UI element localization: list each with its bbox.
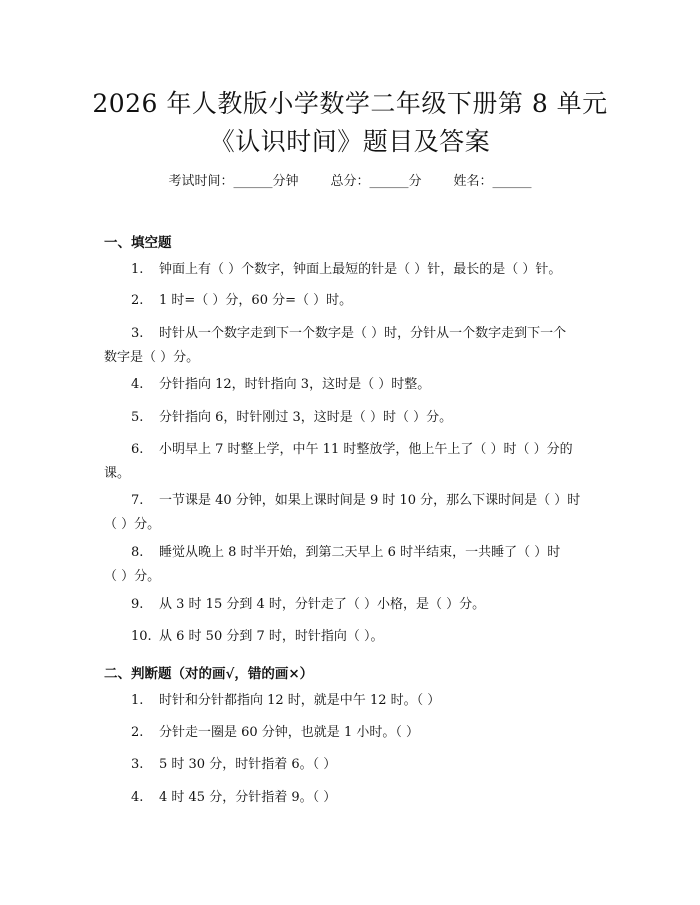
question-item bbox=[104, 593, 592, 617]
question-item bbox=[104, 625, 592, 649]
question-number: 4. bbox=[131, 377, 144, 392]
question-item bbox=[104, 373, 592, 397]
question-text: 4 时 45 分，分针指着 9。（ ） bbox=[159, 790, 337, 805]
question-number: 4. bbox=[131, 790, 144, 805]
document-title-line2: 《认识时间》题目及答案 bbox=[209, 127, 491, 156]
question-text: 时针和分针都指向 12 时，就是中午 12 时。（ ） bbox=[159, 693, 441, 708]
question-item bbox=[104, 438, 592, 486]
question-text: 从 3 时 15 分到 4 时，分针走了（ ）小格，是（ ）分。 bbox=[159, 597, 486, 612]
question-text: 分针走一圈是 60 分钟，也就是 1 小时。（ ） bbox=[159, 725, 419, 740]
section-heading-fill-in: 一、填空题 bbox=[104, 235, 172, 251]
question-item bbox=[104, 258, 592, 282]
question-number: 3. bbox=[131, 326, 144, 341]
question-number: 2. bbox=[131, 725, 144, 740]
question-text: 分针指向 6，时针刚过 3，这时是（ ）时（ ）分。 bbox=[159, 410, 453, 425]
question-item bbox=[104, 289, 592, 313]
question-number: 1. bbox=[131, 262, 144, 277]
question-text-continued: 课。 bbox=[104, 466, 131, 481]
question-item bbox=[104, 541, 592, 589]
question-item bbox=[104, 721, 592, 745]
question-number: 10. bbox=[131, 629, 152, 644]
question-item bbox=[104, 489, 592, 537]
section-heading-true-false: 二、判断题（对的画√，错的画×） bbox=[104, 666, 314, 682]
document-title-line1: 2026 年人教版小学数学二年级下册第 8 单元 bbox=[92, 89, 608, 118]
total-score-field: 总分：______分 bbox=[330, 174, 422, 189]
question-text: 1 时=（ ）分，60 分=（ ）时。 bbox=[159, 293, 353, 308]
question-number: 3. bbox=[131, 757, 144, 772]
question-number: 6. bbox=[131, 442, 144, 457]
question-text: 小明早上 7 时整上学，中午 11 时整放学，他上午上了（ ）时（ ）分的 bbox=[159, 442, 573, 457]
question-item bbox=[104, 689, 592, 713]
question-text: 睡觉从晚上 8 时半开始，到第二天早上 6 时半结束，一共睡了（ ）时 bbox=[159, 545, 561, 560]
question-item bbox=[104, 322, 592, 370]
question-text: 钟面上有（ ）个数字，钟面上最短的针是（ ）针，最长的是（ ）针。 bbox=[159, 262, 562, 277]
question-text: 5 时 30 分，时针指着 6。（ ） bbox=[159, 757, 337, 772]
question-item bbox=[104, 786, 592, 810]
question-number: 7. bbox=[131, 493, 144, 508]
question-number: 5. bbox=[131, 410, 144, 425]
question-text-continued: （ ）分。 bbox=[104, 517, 161, 532]
question-text: 分针指向 12，时针指向 3，这时是（ ）时整。 bbox=[159, 377, 431, 392]
student-name-field: 姓名：______ bbox=[453, 174, 532, 189]
question-text: 时针从一个数字走到下一个数字是（ ）时，分针从一个数字走到下一个 bbox=[159, 326, 567, 341]
question-number: 9. bbox=[131, 597, 144, 612]
question-text-continued: 数字是（ ）分。 bbox=[104, 350, 200, 365]
exam-time-field: 考试时间：______分钟 bbox=[168, 174, 299, 189]
question-number: 8. bbox=[131, 545, 144, 560]
question-item bbox=[104, 406, 592, 430]
question-text: 一节课是 40 分钟，如果上课时间是 9 时 10 分，那么下课时间是（ ）时 bbox=[159, 493, 581, 508]
question-item bbox=[104, 753, 592, 777]
question-number: 1. bbox=[131, 693, 144, 708]
question-text-continued: （ ）分。 bbox=[104, 569, 161, 584]
exam-info-row bbox=[0, 170, 700, 189]
question-text: 从 6 时 50 分到 7 时，时针指向（ ）。 bbox=[159, 629, 384, 644]
question-number: 2. bbox=[131, 293, 144, 308]
